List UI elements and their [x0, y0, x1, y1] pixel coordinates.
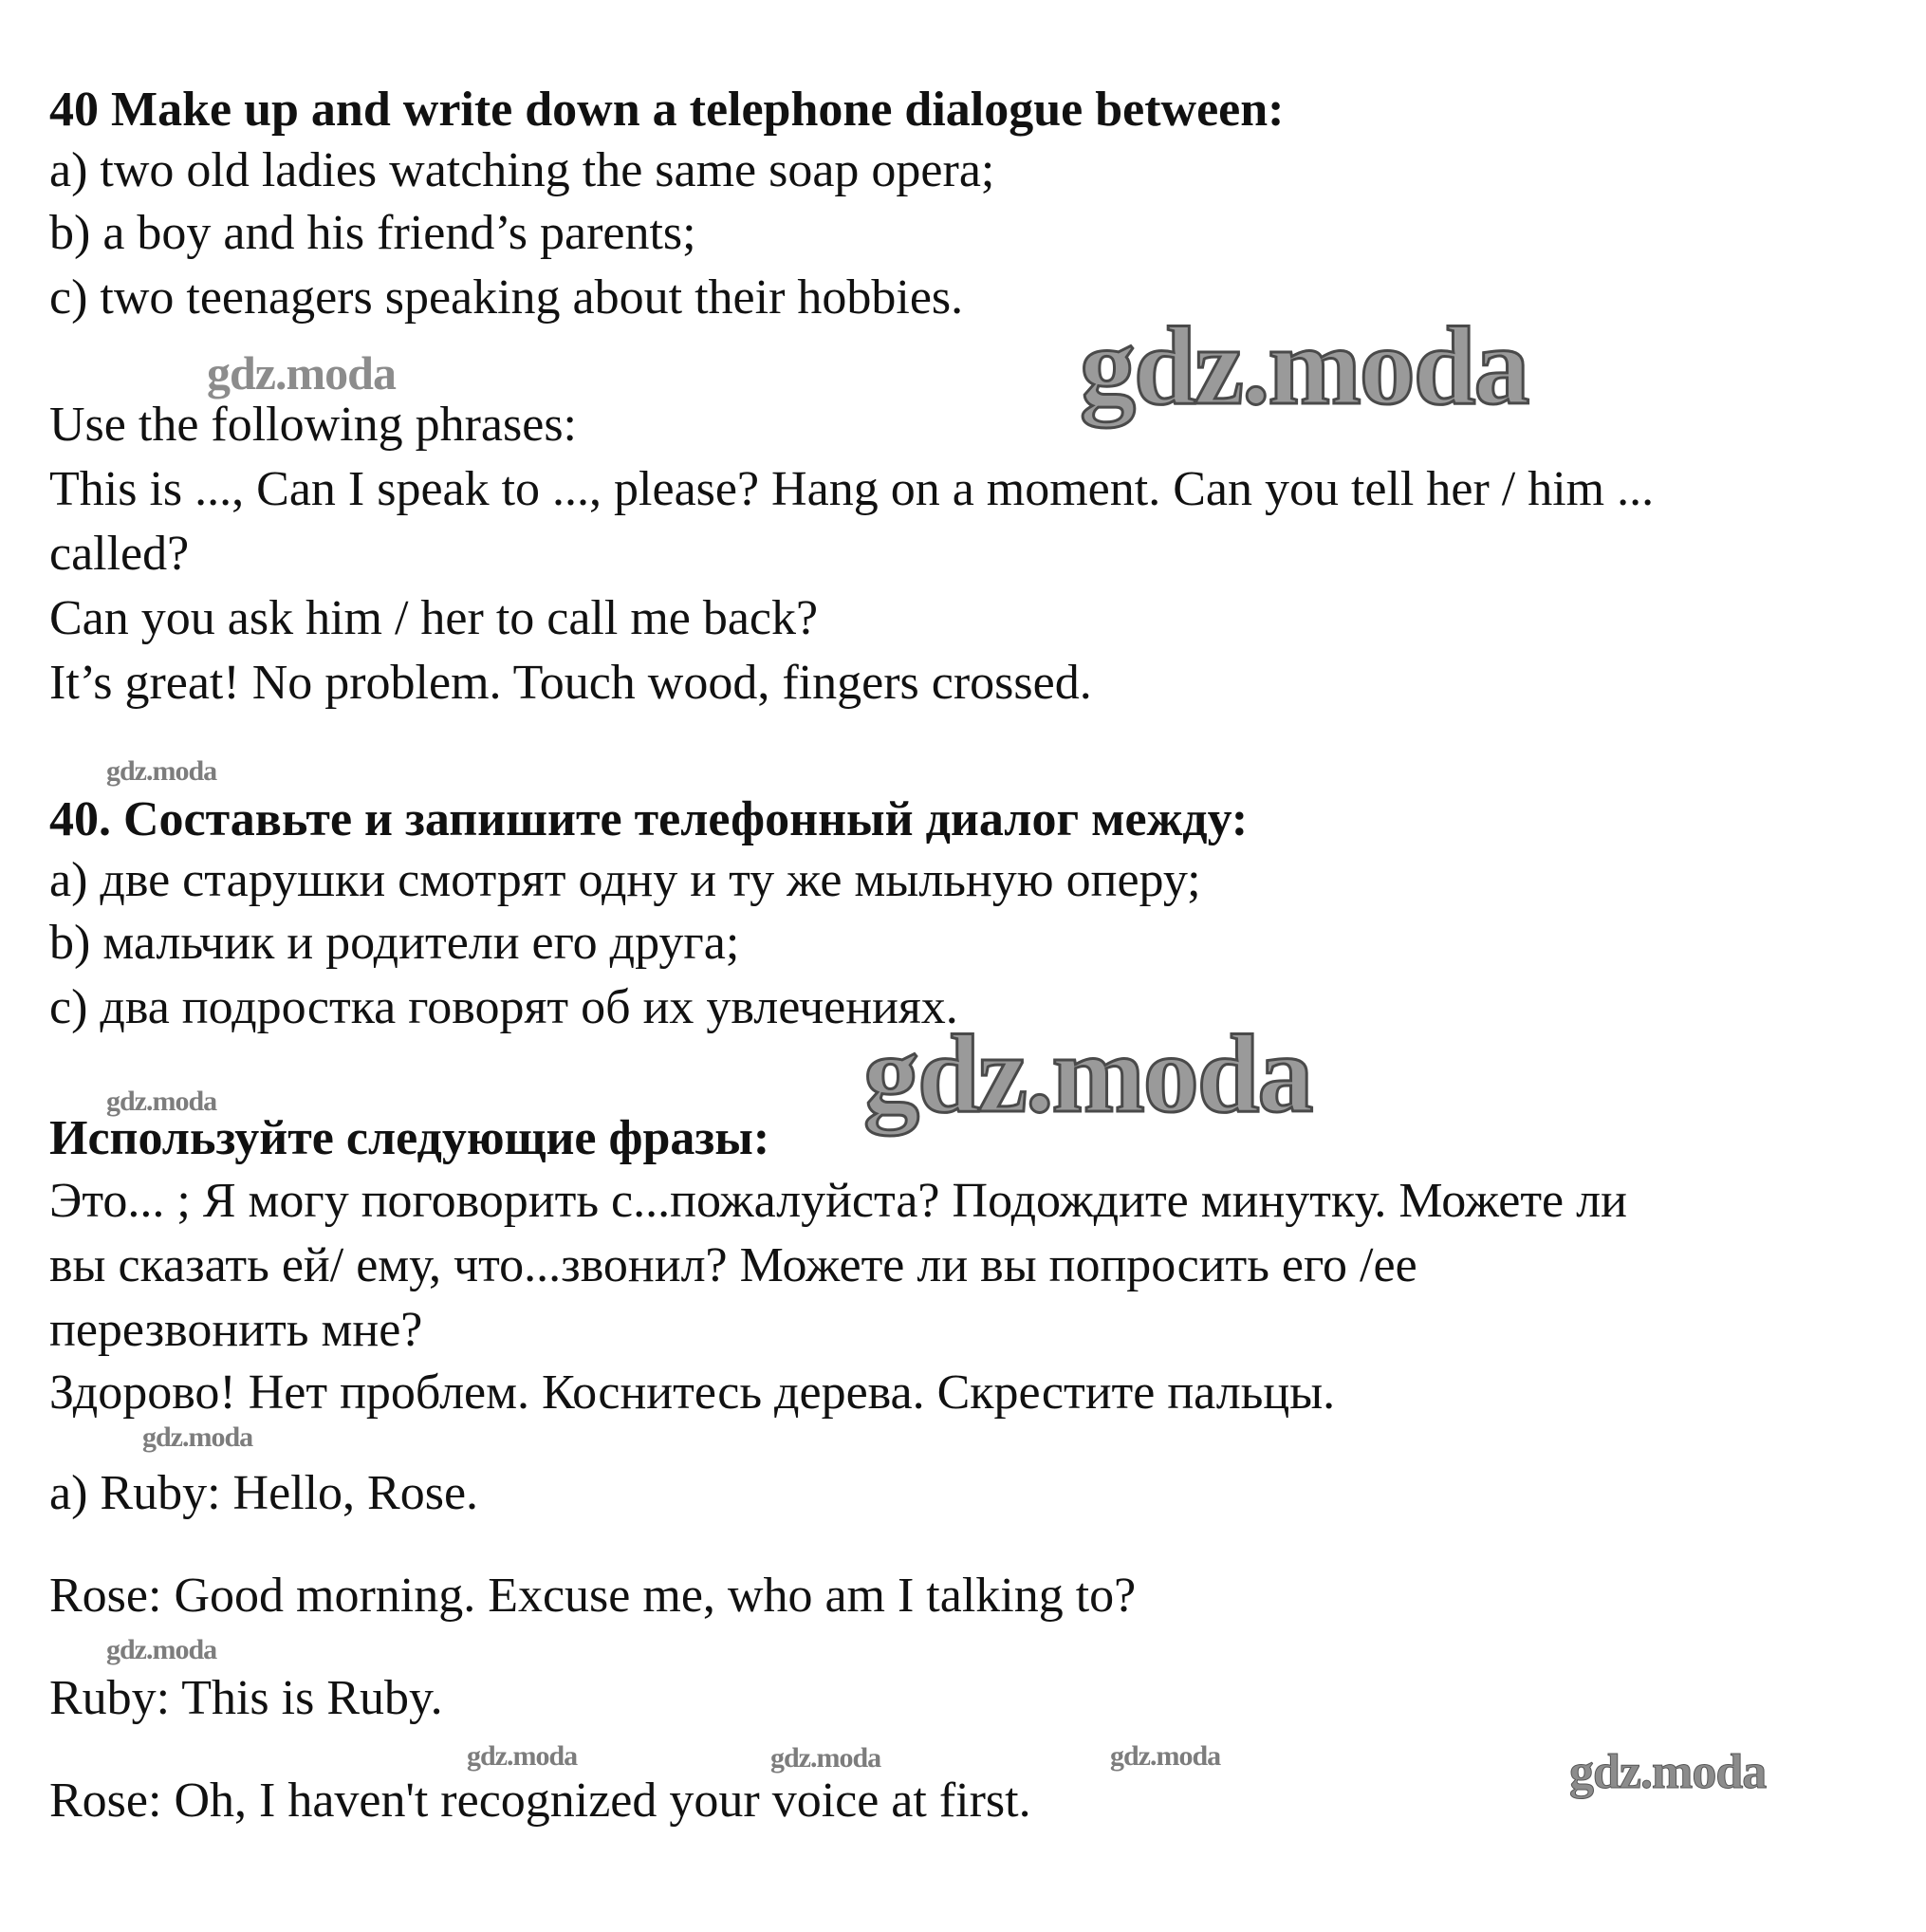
exercise-item-b: b) a boy and his friend’s parents;	[49, 206, 696, 260]
ru-item-b: b) мальчик и родители его друга;	[49, 916, 740, 970]
ru-phrases-line-1: Это... ; Я могу поговорить с...пожалуйста? Подождите минутку. Можете ли	[49, 1174, 1627, 1228]
watermark: gdz.moda	[142, 1421, 253, 1453]
dialogue-line-4: Rose: Oh, I haven't recognized your voice at first.	[49, 1774, 1031, 1828]
watermark: gdz.moda	[1110, 1740, 1221, 1772]
exercise-heading-russian: 40. Составьте и запишите телефонный диалог между:	[49, 792, 1249, 846]
ru-item-a: a) две старушки смотрят одну и ту же мыльную оперу;	[49, 853, 1201, 907]
watermark-large: gdz.moda	[1080, 304, 1528, 428]
ru-item-c: c) два подростка говорят об их увлечениях.	[49, 980, 958, 1034]
exercise-item-a: a) two old ladies watching the same soap opera;	[49, 143, 995, 197]
dialogue-line-1: a) Ruby: Hello, Rose.	[49, 1466, 479, 1520]
exercise-item-c: c) two teenagers speaking about their hobbies.	[49, 270, 964, 325]
phrases-line-4: It’s great! No problem. Touch wood, fingers crossed.	[49, 656, 1092, 710]
watermark: gdz.moda	[1569, 1745, 1767, 1799]
watermark: gdz.moda	[106, 1634, 217, 1665]
exercise-heading-english: 40 Make up and write down a telephone dialogue between:	[49, 83, 1285, 137]
watermark: gdz.moda	[106, 755, 217, 787]
use-phrases-label: Use the following phrases:	[49, 398, 578, 452]
watermark: gdz.moda	[467, 1740, 578, 1772]
dialogue-line-3: Ruby: This is Ruby.	[49, 1671, 443, 1725]
watermark: gdz.moda	[770, 1742, 881, 1774]
phrases-line-3: Can you ask him / her to call me back?	[49, 591, 819, 645]
phrases-line-2: called?	[49, 527, 190, 581]
watermark-large: gdz.moda	[863, 1012, 1312, 1136]
watermark: gdz.moda	[207, 346, 396, 399]
dialogue-line-2: Rose: Good morning. Excuse me, who am I talking to?	[49, 1569, 1137, 1623]
watermark: gdz.moda	[106, 1086, 217, 1117]
ru-phrases-line-2: вы сказать ей/ ему, что...звонил? Можете ли вы попросить его /ее	[49, 1238, 1417, 1292]
ru-use-phrases-label: Используйте следующие фразы:	[49, 1111, 770, 1165]
phrases-line-1: This is ..., Can I speak to ..., please? Hang on a moment. Can you tell her / him ...	[49, 462, 1655, 516]
ru-phrases-line-4: Здорово! Нет проблем. Коснитесь дерева. Скрестите пальцы.	[49, 1365, 1336, 1420]
ru-phrases-line-3: перезвонить мне?	[49, 1303, 423, 1357]
